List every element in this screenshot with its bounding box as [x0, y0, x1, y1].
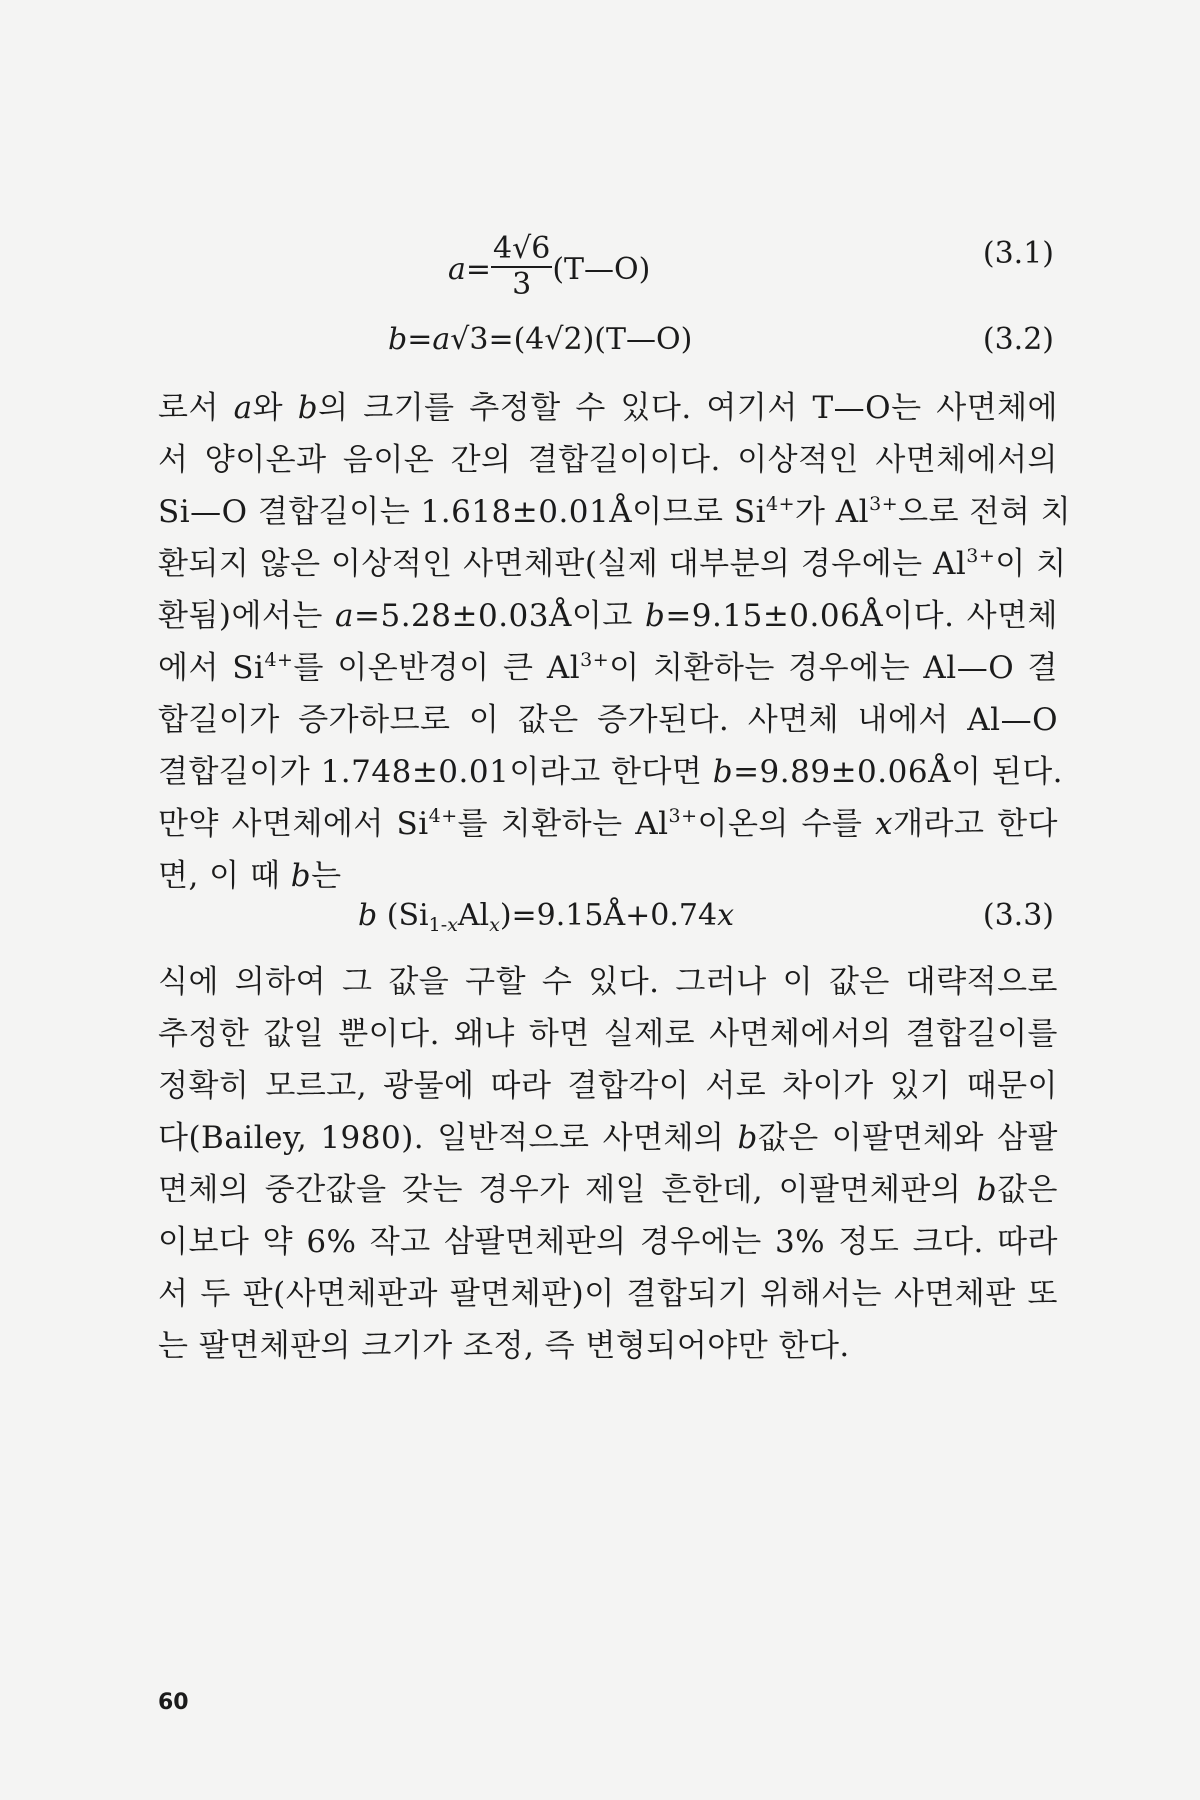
text-line: 다(Bailey, 1980). 일반적으로 사면체의 b값은 이팔면체와 삼팔 — [158, 1120, 1058, 1156]
equation-3-3 — [358, 898, 1054, 958]
text-line: 면체의 중간값을 갖는 경우가 제일 흔한데, 이팔면체판의 b값은 — [158, 1172, 1058, 1208]
equation-3-2 — [388, 322, 1054, 382]
text-line: 추정한 값일 뿐이다. 왜냐 하면 실제로 사면체에서의 결합길이를 — [158, 1016, 1058, 1052]
text-line: 면, 이 때 b는 — [158, 858, 342, 894]
text-line: 에서 $Si^{4+}$를 이온반경이 큰 $Al^{3+}$이 치환하는 경우에는 Al—O 결 — [158, 649, 1058, 686]
text-line: Si—O 결합길이는 1.618±0.01Å이므로 $Si^{4+}$가 $Al^{3+}$으로 전혀 치 — [158, 493, 1072, 530]
text-line: 만약 사면체에서 $Si^{4+}$를 치환하는 $Al^{3+}$이온의 수를 x개라고 한다 — [158, 805, 1058, 842]
text-line: 식에 의하여 그 값을 구할 수 있다. 그러나 이 값은 대략적으로 — [158, 964, 1058, 1000]
text-line: 환되지 않은 이상적인 사면체판(실제 대부분의 경우에는 $Al^{3+}$이 치 — [158, 545, 1067, 582]
equation-3-1-body: a= $\frac{4√6}{3}$ (T—O) — [448, 231, 651, 302]
equation-number: (3.1) — [982, 236, 1054, 271]
text-line: 합길이가 증가하므로 이 값은 증가된다. 사면체 내에서 Al—O — [158, 702, 1058, 738]
text-line: 서 양이온과 음이온 간의 결합길이이다. 이상적인 사면체에서의 — [158, 442, 1058, 478]
body-paragraph-1 — [158, 382, 1072, 902]
text-line: 환됨)에서는 a=5.28±0.03Å이고 b=9.15±0.06Å이다. 사면체 — [158, 598, 1058, 634]
text-line: 이보다 약 6% 작고 삼팔면체판의 경우에는 3% 정도 크다. 따라 — [158, 1224, 1058, 1260]
fraction: $\frac{4√6}{3}$ — [493, 231, 551, 302]
text-line: 로서 a와 b의 크기를 추정할 수 있다. 여기서 T—O는 사면체에 — [158, 390, 1059, 426]
page-number: 60 — [158, 1690, 189, 1715]
equation-number: (3.3) — [982, 898, 1054, 933]
equation-number: (3.2) — [982, 322, 1054, 357]
text-line: 서 두 판(사면체판과 팔면체판)이 결합되기 위해서는 사면체판 또 — [158, 1276, 1058, 1312]
body-paragraph-2 — [158, 956, 1058, 1372]
text-line: 정확히 모르고, 광물에 따라 결합각이 서로 차이가 있기 때문이 — [158, 1068, 1058, 1104]
equation-3-3-body: b $(Si_{1-x}Al_x)=9.15Å+0.74x$ — [358, 898, 734, 936]
equation-3-2-body: b=a√3=(4√2)(T—O) — [388, 322, 693, 357]
text-line: 결합길이가 1.748±0.01이라고 한다면 b=9.89±0.06Å이 된다. — [158, 754, 1064, 790]
text-line: 는 팔면체판의 크기가 조정, 즉 변형되어야만 한다. — [158, 1328, 850, 1364]
equation-3-1 — [448, 231, 1054, 302]
